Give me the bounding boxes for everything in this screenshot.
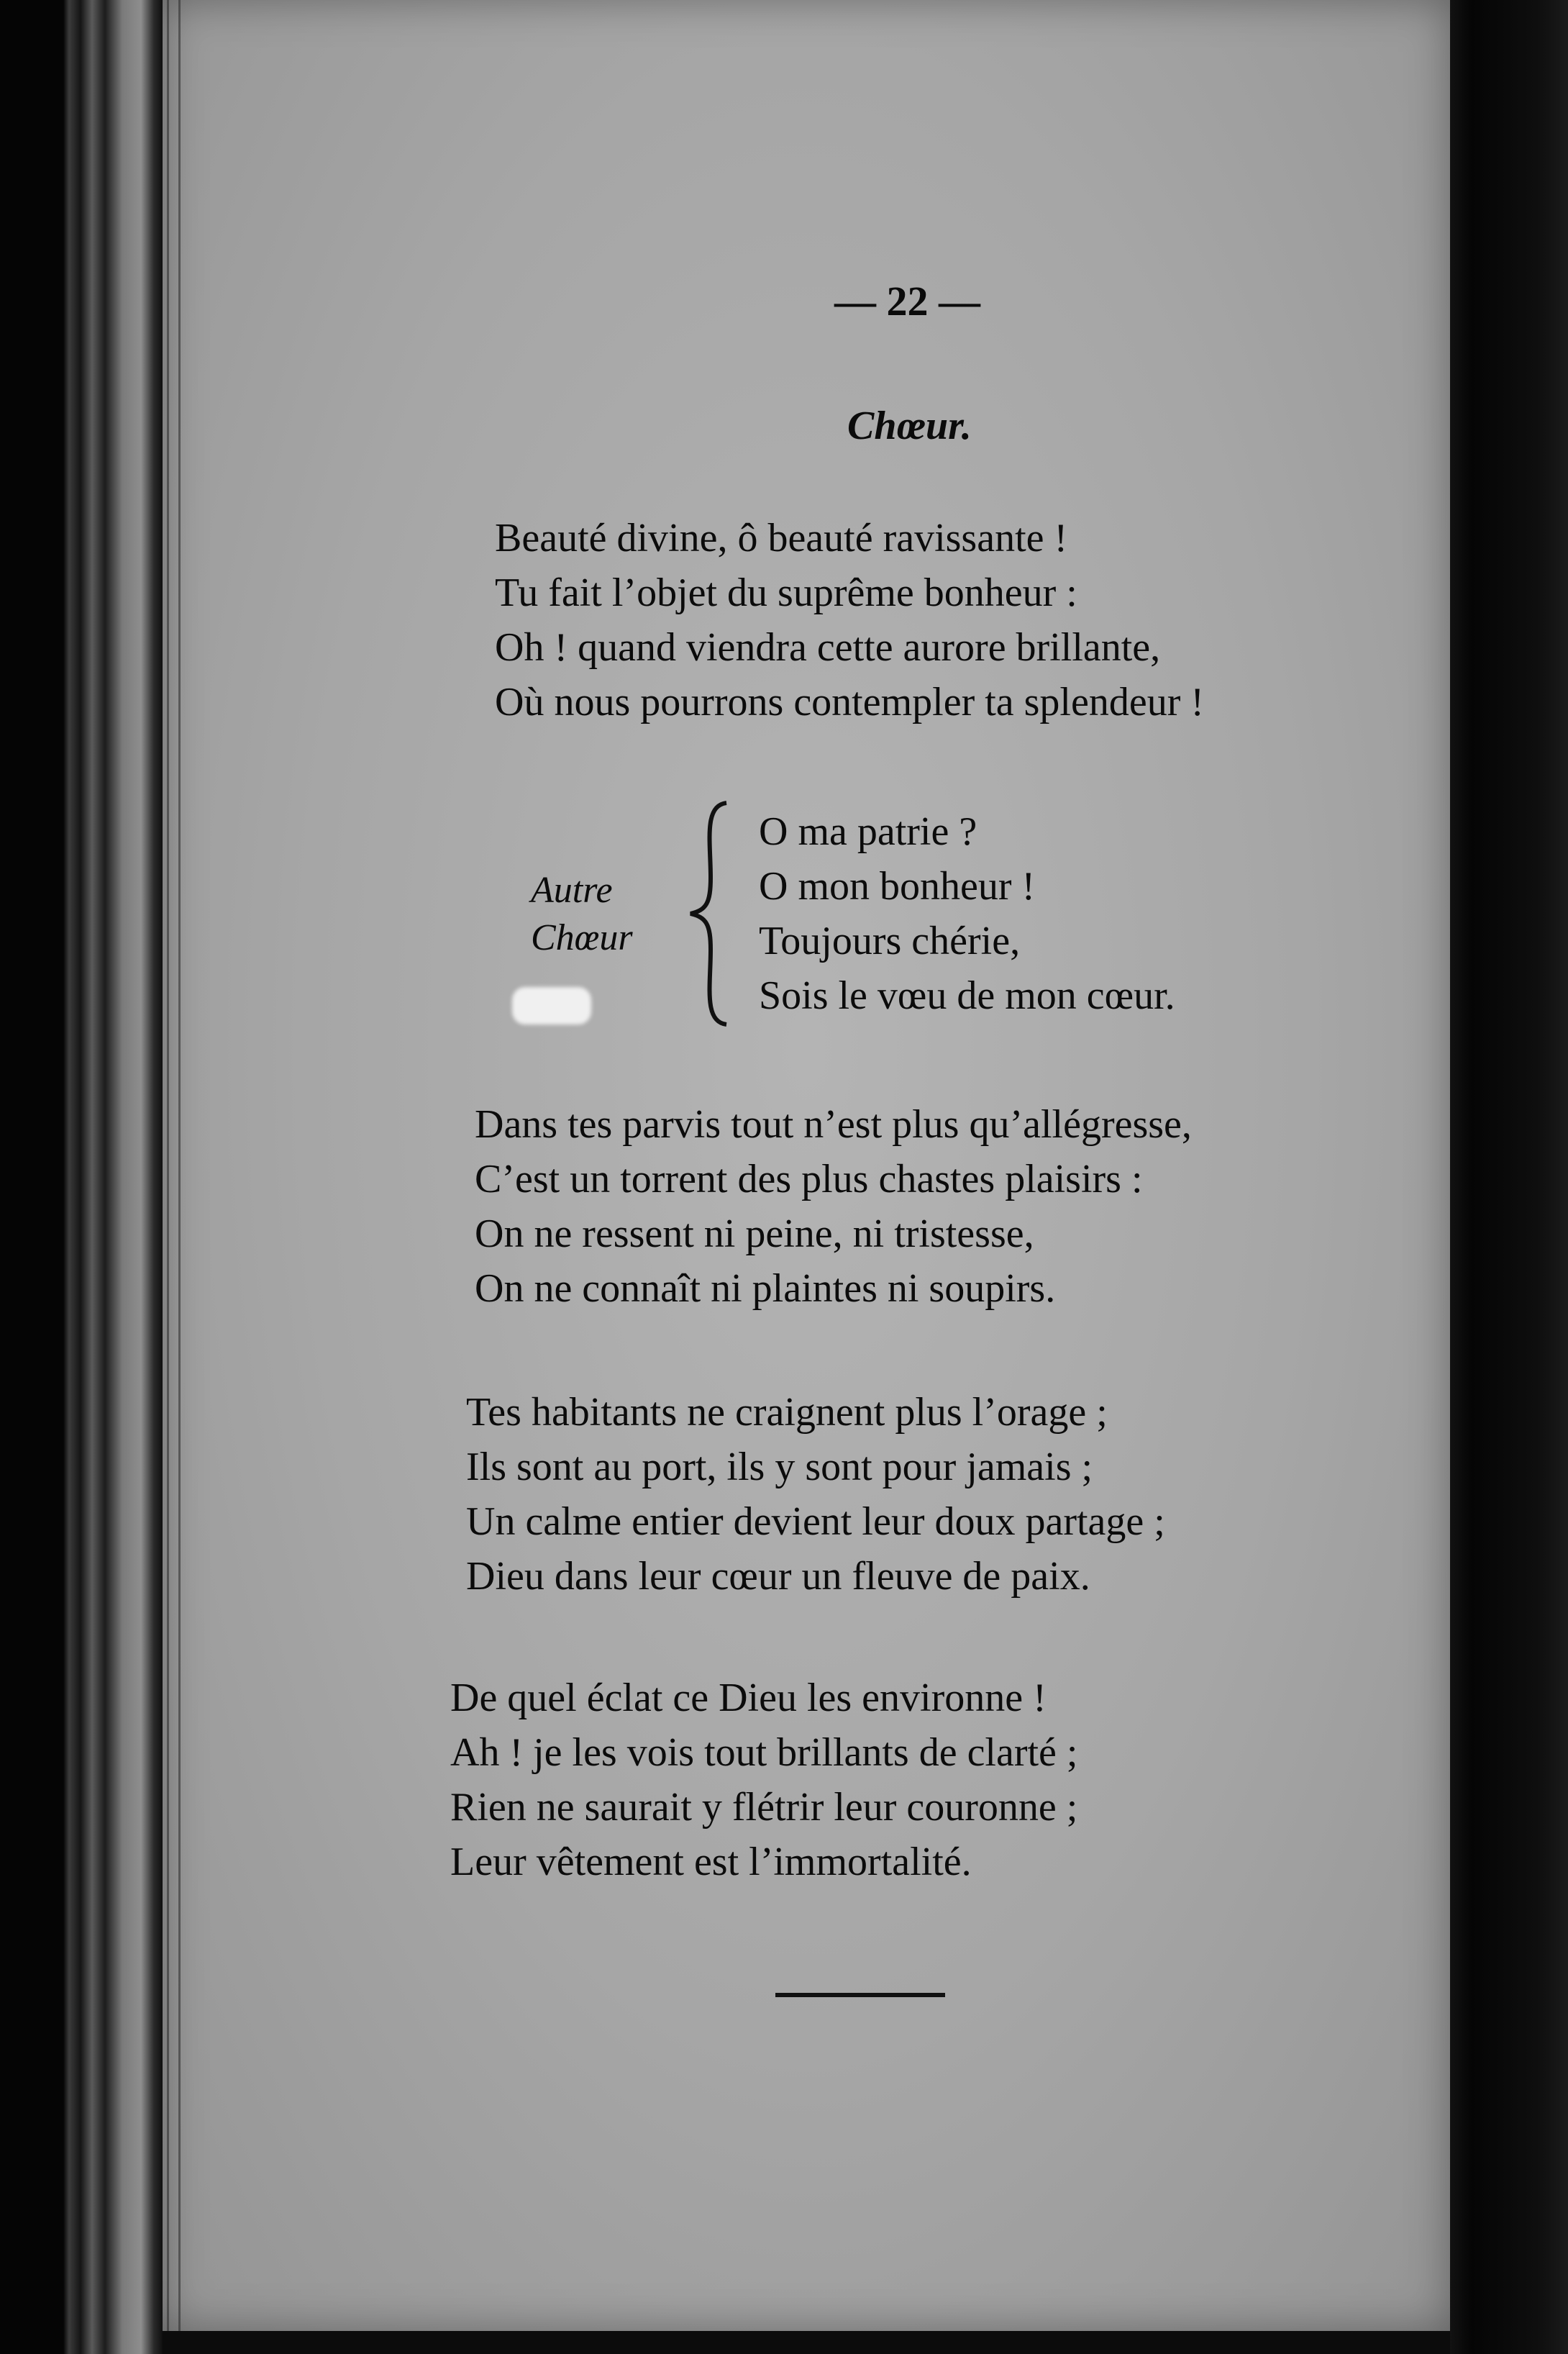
verse-line: Oh ! quand viendra cette aurore brillante,	[495, 625, 1161, 670]
verse-line: Beauté divine, ô beauté ravissante !	[495, 516, 1068, 560]
chorus-label-line: Chœur	[531, 917, 633, 958]
chorus-label	[531, 867, 633, 962]
scan-bottom-margin	[163, 2331, 1450, 2354]
verse-line: Ils sont au port, ils y sont pour jamais ;	[466, 1445, 1093, 1489]
verse-line: C’est un torrent des plus chastes plaisirs :	[475, 1157, 1143, 1201]
stanza-4	[450, 1671, 1077, 1889]
stanza-2	[475, 1097, 1192, 1316]
verse-line: Dieu dans leur cœur un fleuve de paix.	[466, 1554, 1090, 1599]
verse-line: Un calme entier devient leur doux partage ;	[466, 1499, 1165, 1544]
refrain-line: O mon bonheur !	[759, 864, 1036, 909]
paper-blemish	[512, 987, 591, 1024]
page-fold-line	[178, 0, 181, 2331]
curly-brace-icon	[682, 799, 739, 1029]
book-binding-edge	[0, 0, 164, 2354]
chorus-refrain	[759, 804, 1175, 1023]
stanza-3	[466, 1385, 1165, 1604]
verse-line: On ne connaît ni plaintes ni soupirs.	[475, 1266, 1056, 1311]
scan-right-margin	[1450, 0, 1568, 2354]
verse-line: De quel éclat ce Dieu les environne !	[450, 1676, 1047, 1720]
verse-line: On ne ressent ni peine, ni tristesse,	[475, 1212, 1034, 1256]
chorus-label-line: Autre	[531, 870, 613, 911]
section-heading: Chœur.	[847, 404, 972, 448]
refrain-line: Sois le vœu de mon cœur.	[759, 973, 1175, 1018]
verse-line: Tes habitants ne craignent plus l’orage ;	[466, 1390, 1108, 1435]
verse-line: Où nous pourrons contempler ta splendeur !	[495, 680, 1204, 724]
verse-line: Leur vêtement est l’immortalité.	[450, 1840, 972, 1884]
refrain-line: O ma patrie ?	[759, 809, 977, 854]
page-number: — 22 —	[834, 278, 980, 324]
verse-line: Dans tes parvis tout n’est plus qu’allégresse,	[475, 1102, 1192, 1147]
refrain-line: Toujours chérie,	[759, 919, 1021, 963]
verse-line: Ah ! je les vois tout brillants de clarté ;	[450, 1730, 1078, 1775]
end-rule-divider	[775, 1993, 945, 1997]
verse-line: Tu fait l’objet du suprême bonheur :	[495, 571, 1077, 615]
page-fold-line	[167, 0, 169, 2331]
verse-line: Rien ne saurait y flétrir leur couronne ;	[450, 1785, 1078, 1830]
stanza-1	[495, 511, 1204, 730]
